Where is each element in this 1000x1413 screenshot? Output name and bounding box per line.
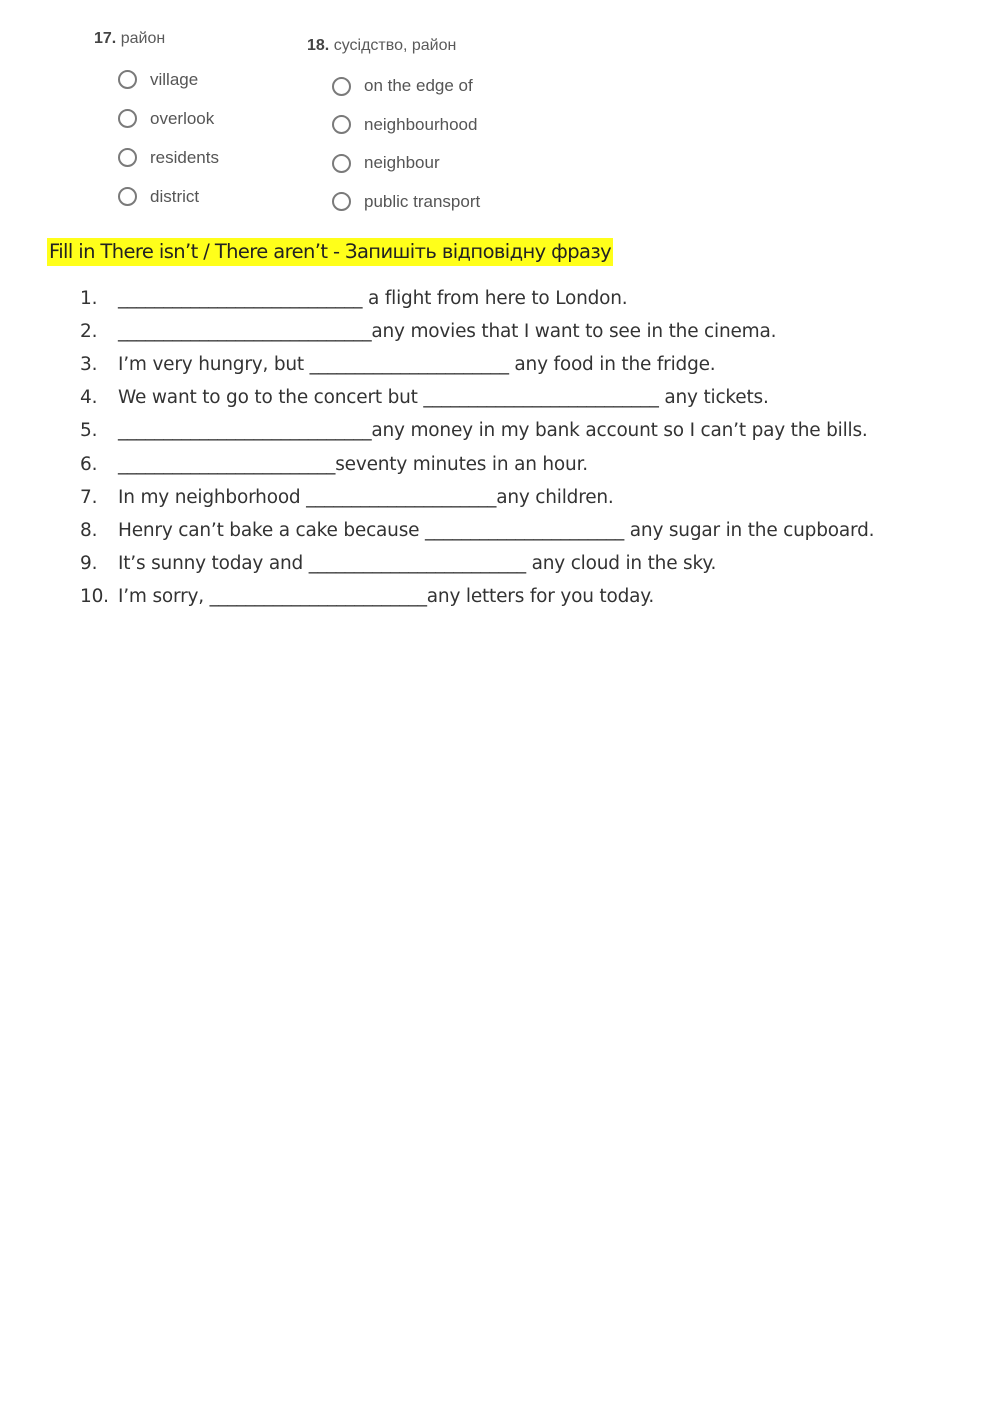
- exercise-item: [80, 547, 874, 580]
- item-number: 3.: [80, 354, 98, 376]
- option-label: public transport: [364, 191, 481, 211]
- exercise-item: [80, 348, 874, 381]
- option-district[interactable]: [94, 177, 219, 216]
- item-sentence: Henry can’t bake a cake because ______________________ any sugar in the cupboard.: [118, 519, 875, 541]
- item-sentence: ________________________seventy minutes in an hour.: [118, 453, 588, 475]
- item-sentence: ____________________________any movies that I want to see in the cinema.: [118, 321, 777, 343]
- item-number: 2.: [80, 321, 98, 343]
- item-number: 9.: [80, 552, 98, 574]
- item-number: 1.: [80, 288, 98, 310]
- exercise-item: [80, 315, 874, 348]
- option-public-transport[interactable]: [307, 183, 480, 222]
- item-sentence: It’s sunny today and ________________________ any cloud in the sky.: [118, 552, 717, 574]
- radio-button[interactable]: [118, 187, 137, 206]
- exercise-item: [80, 414, 874, 447]
- question-18-title: [307, 37, 480, 55]
- item-number: 4.: [80, 387, 98, 409]
- item-number: 10.: [80, 585, 109, 607]
- radio-button[interactable]: [332, 77, 351, 96]
- item-sentence: We want to go to the concert but __________________________ any tickets.: [118, 387, 769, 409]
- item-sentence: ___________________________ a flight from here to London.: [118, 288, 628, 310]
- question-number: 18.: [307, 37, 330, 54]
- option-neighbour[interactable]: [307, 144, 480, 183]
- question-18: [307, 37, 480, 221]
- item-number: 5.: [80, 420, 98, 442]
- radio-button[interactable]: [118, 109, 137, 128]
- item-sentence: ____________________________any money in my bank account so I can’t pay the bills.: [118, 420, 868, 442]
- option-overlook[interactable]: [94, 99, 219, 138]
- question-number: 17.: [94, 30, 117, 47]
- option-label: neighbour: [364, 153, 440, 173]
- option-label: district: [150, 186, 200, 206]
- question-text: район: [120, 30, 166, 47]
- option-village[interactable]: [94, 60, 219, 99]
- item-number: 6.: [80, 453, 98, 475]
- radio-button[interactable]: [332, 192, 351, 211]
- option-on-the-edge-of[interactable]: [307, 67, 480, 106]
- option-label: residents: [150, 147, 219, 167]
- question-17: [94, 30, 219, 216]
- exercise-heading: Fill in There isn’t / There aren’t - Запишіть відповідну фразу: [47, 238, 613, 266]
- exercise-list: [80, 282, 874, 613]
- exercise-item: [80, 381, 874, 414]
- exercise-item: [80, 447, 874, 480]
- option-label: village: [150, 69, 199, 89]
- exercise-item: [80, 282, 874, 315]
- radio-button[interactable]: [332, 154, 351, 173]
- question-17-title: [94, 30, 219, 48]
- question-text: сусідство, район: [333, 37, 457, 54]
- exercise-item: [80, 481, 874, 514]
- exercise-item: [80, 580, 874, 613]
- item-sentence: In my neighborhood _____________________any children.: [118, 486, 614, 508]
- item-number: 7.: [80, 486, 98, 508]
- option-neighbourhood[interactable]: [307, 106, 480, 145]
- option-label: neighbourhood: [364, 114, 478, 134]
- radio-button[interactable]: [118, 70, 137, 89]
- item-sentence: I’m sorry, ________________________any letters for you today.: [118, 585, 655, 607]
- radio-button[interactable]: [118, 148, 137, 167]
- exercise-item: [80, 514, 874, 547]
- item-number: 8.: [80, 519, 98, 541]
- option-label: overlook: [150, 108, 215, 128]
- item-sentence: I’m very hungry, but ______________________ any food in the fridge.: [118, 354, 716, 376]
- option-label: on the edge of: [364, 76, 473, 96]
- option-residents[interactable]: [94, 138, 219, 177]
- radio-button[interactable]: [332, 115, 351, 134]
